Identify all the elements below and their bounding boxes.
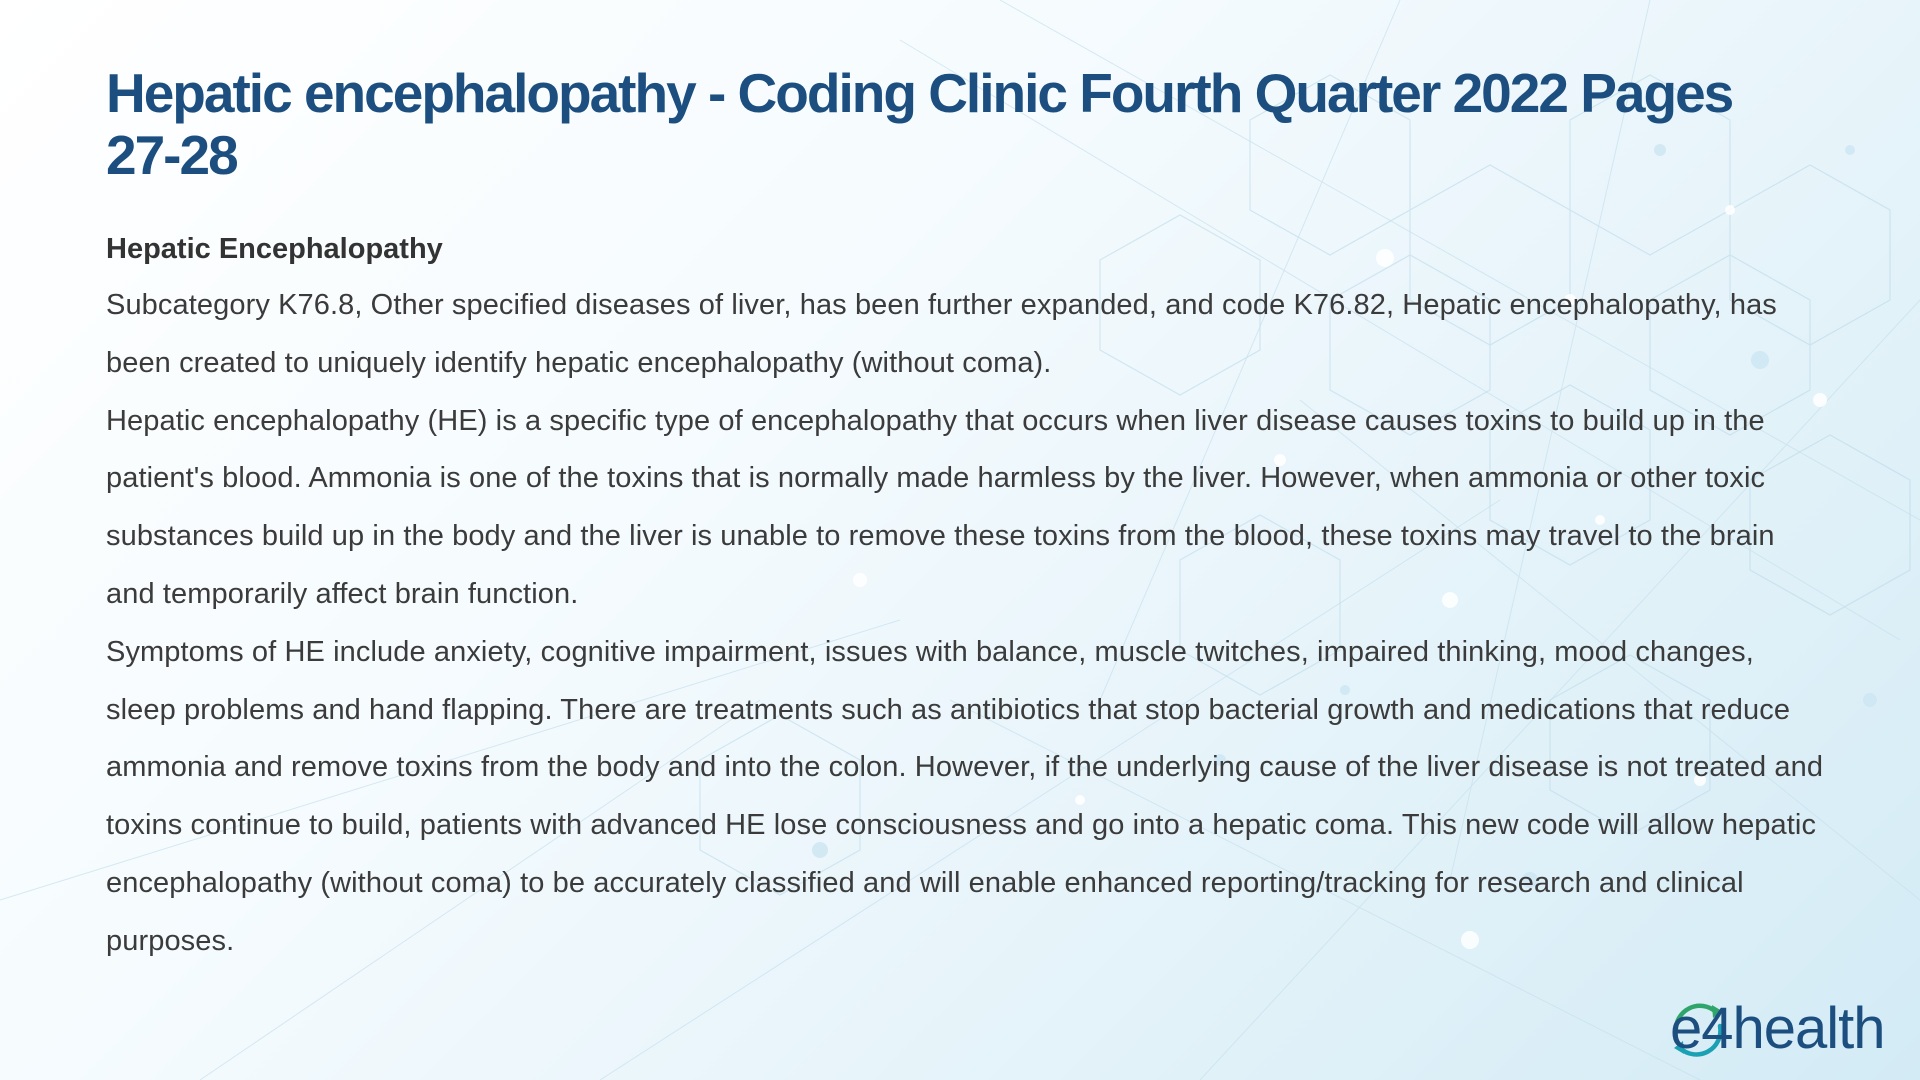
logo-wordmark: e4health xyxy=(1670,996,1885,1061)
slide-title: Hepatic encephalopathy - Coding Clinic Fourth Quarter 2022 Pages 27-28 xyxy=(106,62,1733,186)
body-paragraph-2: Hepatic encephalopathy (HE) is a specific type of encephalopathy that occurs when liver disease causes toxins to build up in the patient's blood. Ammonia is one of the toxins that is normally made harmless by the liver. However, when ammonia or other toxic substances build up in the body and the liver is unable to remove these toxins from the blood, these toxins may travel to the brain and temporarily affect brain function. xyxy=(106,404,1775,610)
body-paragraph-3: Symptoms of HE include anxiety, cognitive impairment, issues with balance, muscle twitches, impaired thinking, mood changes, sleep problems and hand flapping. There are treatments such as antibiotics that stop bacterial growth and medications that reduce ammonia and remove toxins from the body and into the colon. However, if the underlying cause of the liver disease is not treated and toxins continue to build, patients with advanced HE lose consciousness and go into a hepatic coma. This new code will allow hepatic encephalopathy (without coma) to be accurately classified and will enable enhanced reporting/tracking for research and clinical purposes. xyxy=(106,635,1824,957)
body-paragraph-1: Subcategory K76.8, Other specified diseases of liver, has been further expanded, and code K76.82, Hepatic encephalopathy, has been created to uniquely identify hepatic encephalopathy (without coma). xyxy=(106,289,1777,379)
slide-body xyxy=(106,225,1826,971)
e4health-logo xyxy=(1664,996,1896,1062)
section-heading: Hepatic Encephalopathy xyxy=(106,233,443,265)
